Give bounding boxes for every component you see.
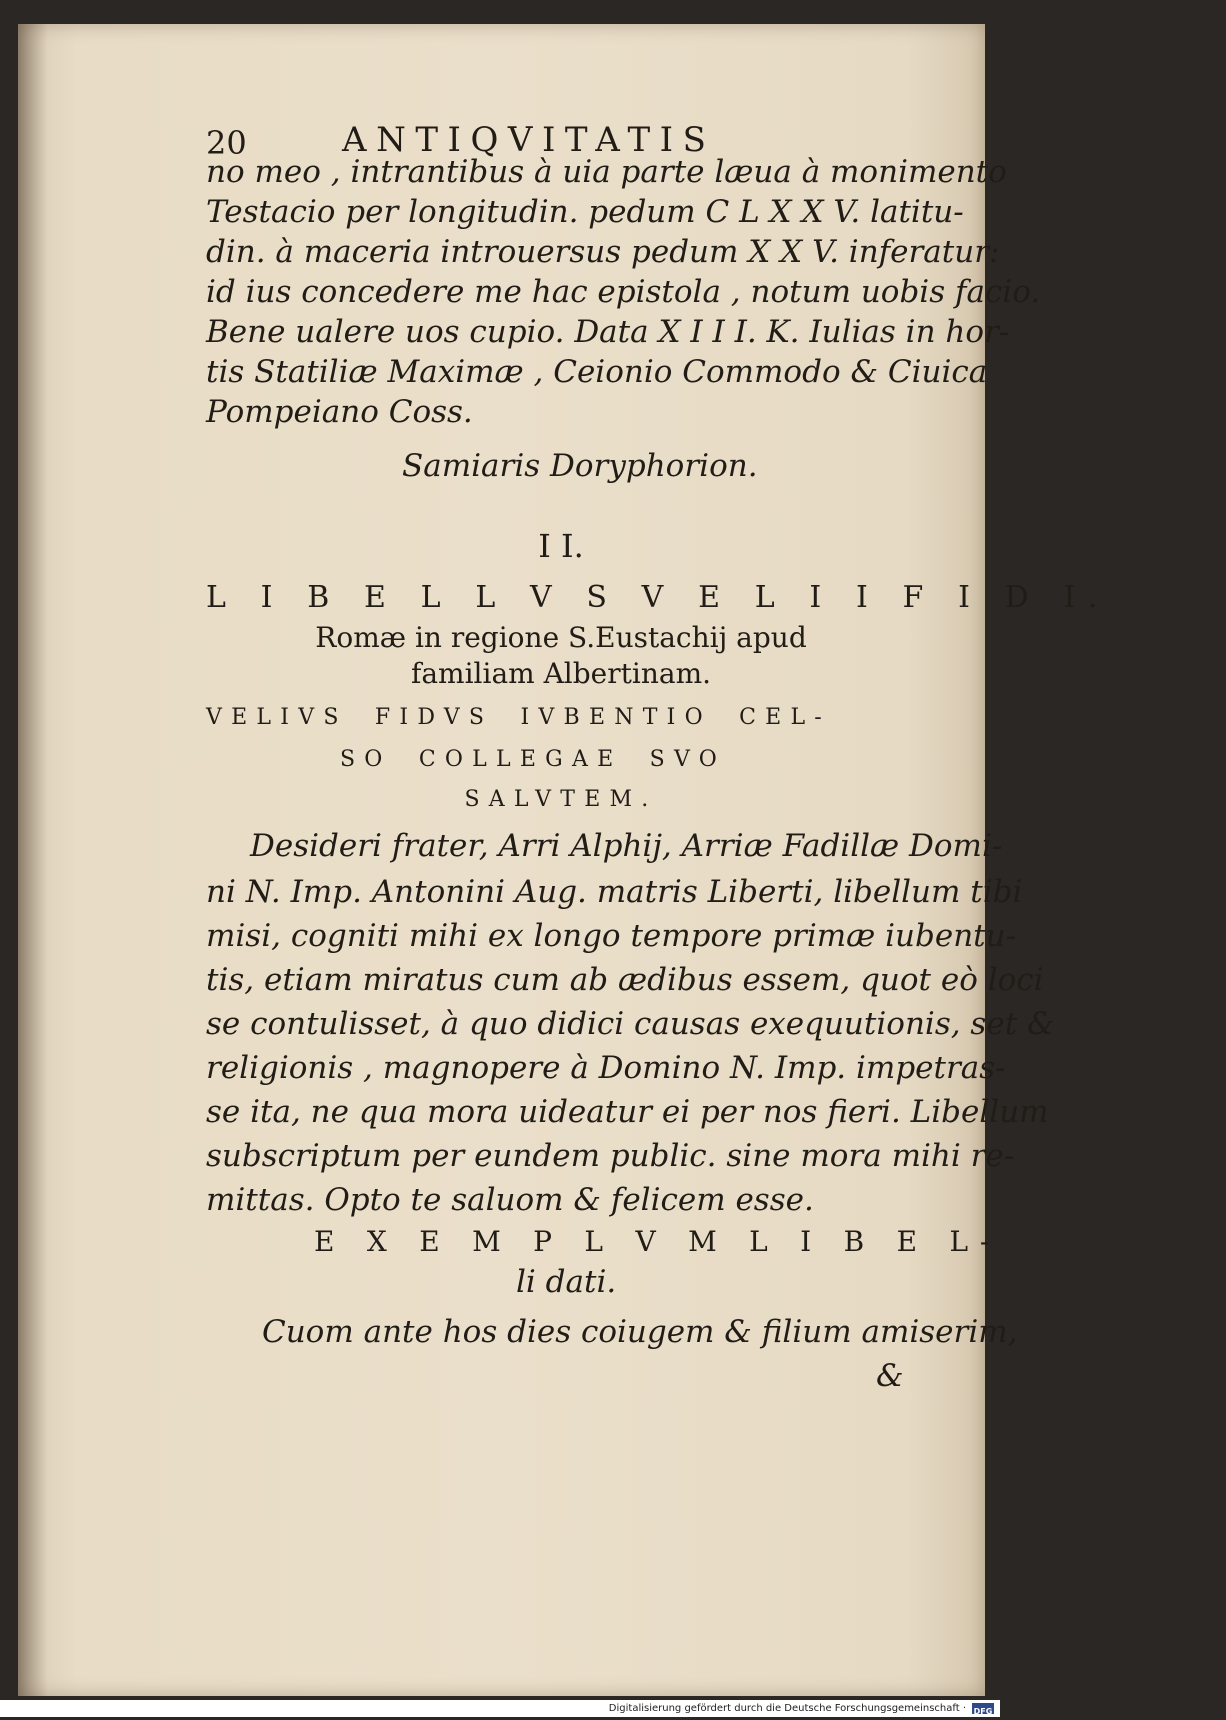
location-line: familiam Albertinam. xyxy=(410,657,712,690)
text-line: id ius concedere me hac epistola , notum uobis facio. xyxy=(206,274,1041,310)
body-line: ni N. Imp. Antonini Aug. matris Liberti, libellum tibi xyxy=(206,874,1023,910)
text-line: tis Statiliæ Maximæ , Ceionio Commodo & Ciuica xyxy=(206,354,988,390)
dfg-logo-icon: DFG xyxy=(972,1703,994,1714)
page-number: 20 xyxy=(206,124,247,162)
location-line: Romæ in regione S.Eustachij apud xyxy=(315,621,807,654)
signature: Samiaris Doryphorion. xyxy=(402,448,758,484)
exemplum-subtitle: li dati. xyxy=(516,1264,617,1300)
footer-text: Digitalisierung gefördert durch die Deutsche Forschungsgemeinschaft · xyxy=(608,1703,966,1714)
page-fold-shadow xyxy=(18,24,48,1696)
text-line: Pompeiano Coss. xyxy=(206,394,473,430)
text-line: din. à maceria introuersus pedum X X V. inferatur: xyxy=(206,234,1000,270)
section-title: L I B E L L V S V E L I I F I D I. xyxy=(206,580,1111,615)
text-line: Testacio per longitudin. pedum C L X X V. latitu- xyxy=(206,194,964,230)
body-line: religionis , magnopere à Domino N. Imp. impetras- xyxy=(206,1050,1006,1086)
body-line: se ita, ne qua mora uideatur ei per nos fieri. Libellum xyxy=(206,1094,1049,1130)
salutation-line: VELIVS FIDVS IVBENTIO CEL- xyxy=(206,705,831,730)
body-line: se contulisset, à quo didici causas exequutionis, set & xyxy=(206,1006,1055,1042)
running-title: ANTIQVITATIS xyxy=(342,120,716,160)
body-line: Cuom ante hos dies coiugem & filium amiserim, xyxy=(262,1314,1018,1350)
body-line: tis, etiam miratus cum ab ædibus essem, quot eò loci xyxy=(206,962,1044,998)
catchword: & xyxy=(876,1358,904,1394)
digitization-footer xyxy=(0,1700,1000,1717)
body-line: mittas. Opto te saluom & felicem esse. xyxy=(206,1182,814,1218)
text-line: no meo , intrantibus à uia parte læua à monimento xyxy=(206,154,1007,190)
body-line: misi, cogniti mihi ex longo tempore primæ iubentu- xyxy=(206,918,1017,954)
body-line: Desideri frater, Arri Alphij, Arriæ Fadillæ Domi- xyxy=(250,828,1003,864)
salutation-line: SALVTEM. xyxy=(464,787,658,812)
exemplum-title: E X E M P L V M L I B E L- xyxy=(314,1225,1002,1258)
salutation-line: SO COLLEGAE SVO xyxy=(340,747,726,772)
text-line: Bene ualere uos cupio. Data X I I I. K. Iulias in hor- xyxy=(206,314,1010,350)
body-line: subscriptum per eundem public. sine mora mihi re- xyxy=(206,1138,1015,1174)
section-number: I I. xyxy=(538,527,584,565)
